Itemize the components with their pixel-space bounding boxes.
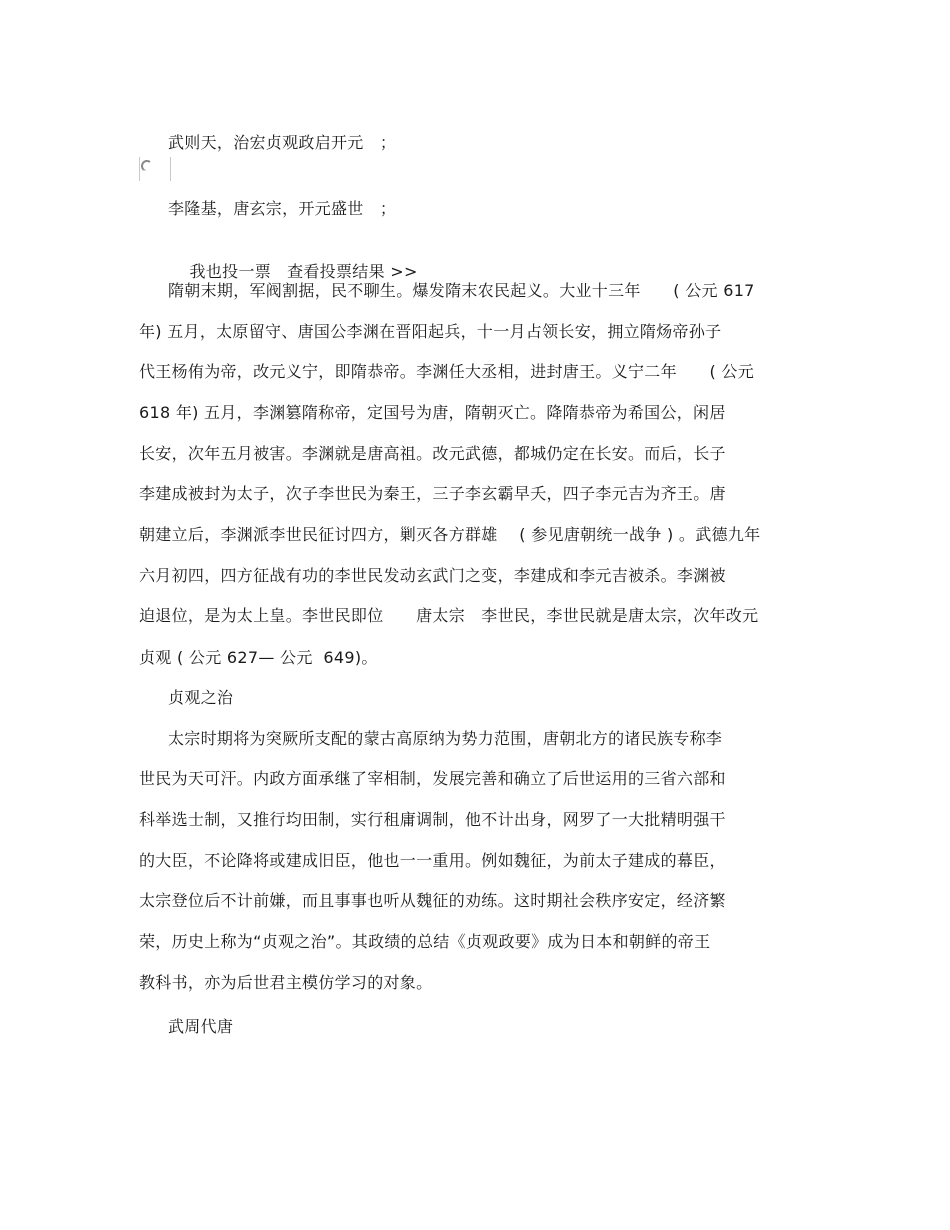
paragraph-line: 代王杨侑为帝，改元义宁，即隋恭帝。李渊任大丞相，进封唐王。义宁二年 ( 公元 (139, 362, 755, 381)
vote-link[interactable]: 我也投一票 (189, 262, 272, 281)
paragraph-line: 年) 五月，太原留守、唐国公李渊在晋阳起兵，十一月占领长安，拥立隋炀帝孙子 (139, 322, 722, 341)
paragraph-line: 朝建立后，李渊派李世民征讨四方，剿灭各方群雄 ( 参见唐朝统一战争 ) 。武德九年 (139, 525, 761, 544)
section-heading-zhenguan: 贞观之治 (168, 688, 234, 707)
paragraph-line: 太宗时期将为突厥所支配的蒙古高原纳为势力范围，唐朝北方的诸民族专称李 (168, 729, 723, 748)
paragraph-line: 教科书，亦为后世君主模仿学习的对象。 (139, 973, 433, 992)
paragraph-line: 618 年) 五月，李渊篡隋称帝，定国号为唐，隋朝灭亡。降隋恭帝为希国公，闲居 (139, 403, 726, 422)
poll-option-li-longji: 李隆基，唐玄宗，开元盛世 ； (168, 199, 397, 218)
section-heading-wuzhou: 武周代唐 (168, 1017, 234, 1036)
paragraph-line: 荣，历史上称为“贞观之治”。其政绩的总结《贞观政要》成为日本和朝鲜的帝王 (139, 932, 711, 951)
paragraph-line: 贞观 ( 公元 627— 公元 649)。 (139, 648, 378, 667)
poll-option-wu-zetian: 武则天，治宏贞观政启开元 ； (168, 133, 397, 152)
paragraph-line: 六月初四，四方征战有功的李世民发动玄武门之变，李建成和李元吉被杀。李渊被 (139, 566, 726, 585)
paragraph-line: 世民为天可汗。内政方面承继了宰相制，发展完善和确立了后世运用的三省六部和 (139, 769, 726, 788)
paragraph-line: 李建成被封为太子，次子李世民为秦王，三子李玄霸早夭，四子李元吉为齐王。唐 (139, 484, 726, 503)
paragraph-line: 太宗登位后不计前嫌，而且事事也听从魏征的劝练。这时期社会秩序安定，经济繁 (139, 891, 726, 910)
paragraph-line: 迫退位，是为太上皇。李世民即位 唐太宗 李世民，李世民就是唐太宗，次年改元 (139, 606, 759, 625)
view-results-link[interactable]: 查看投票结果 >> (287, 262, 418, 281)
paragraph-line: 科举选士制，又推行均田制，实行租庸调制，他不计出身，网罗了一大批精明强干 (139, 810, 726, 829)
paragraph-line: 长安，次年五月被害。李渊就是唐高祖。改元武德，都城仍定在长安。而后，长子 (139, 444, 726, 463)
paragraph-line: 的大臣，不论降将或建成旧臣，他也一一重用。例如魏征，为前太子建成的幕臣， (139, 851, 726, 870)
broken-image-icon (139, 157, 171, 181)
paragraph-line: 隋朝末期，军阀割据，民不聊生。爆发隋末农民起义。大业十三年 ( 公元 617 (168, 281, 755, 300)
